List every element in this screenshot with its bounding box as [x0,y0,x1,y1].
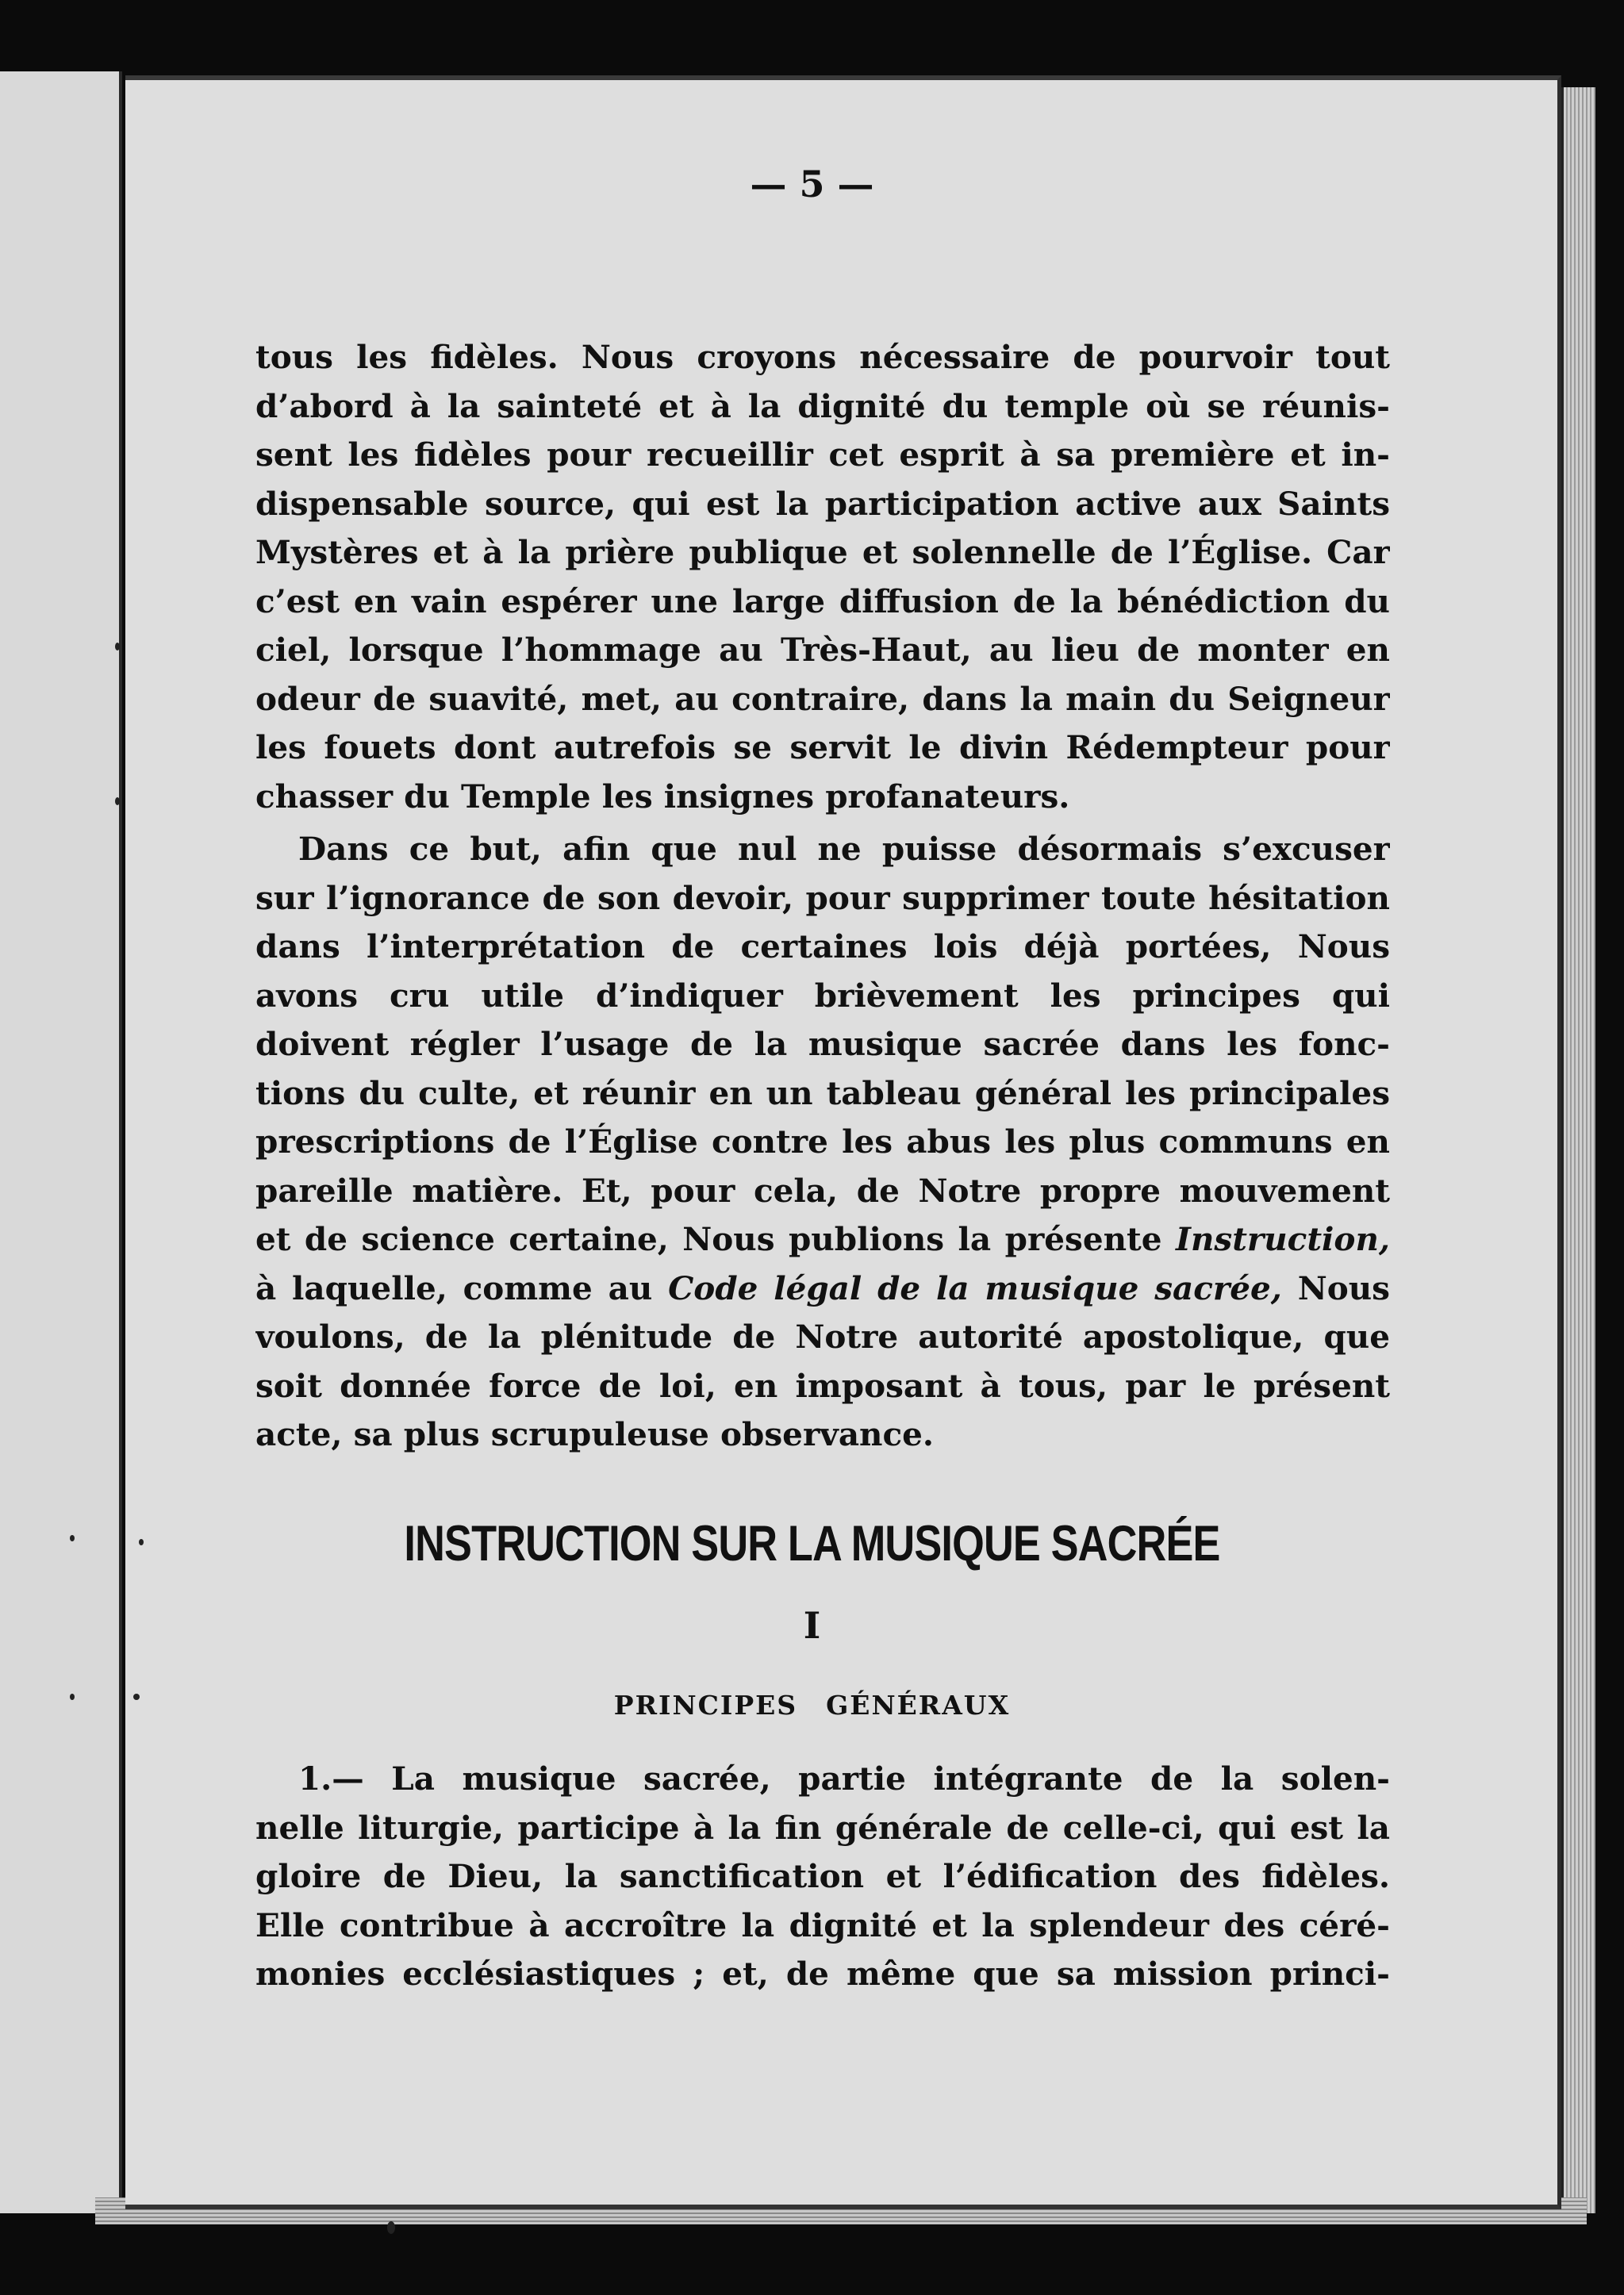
text-line: sent les fidèles pour recueillir cet esprit à sa première et in- [255,436,1390,474]
section-heading: INSTRUCTION SUR LA MUSIQUE SACRÉE [404,1516,1220,1572]
text-line: tions du culte, et réunir en un tableau général les principales [255,1073,1390,1112]
page-fore-edge [1561,87,1595,2213]
scan-speck [387,2221,395,2234]
text-line: c’est en vain espérer une large diffusion de la bénédiction du [255,581,1390,620]
facing-page-edge [0,71,122,2213]
scan-speck [115,643,120,651]
text-line: nelle liturgie, participe à la fin générale de celle-ci, qui est la [255,1808,1390,1847]
text-line: chasser du Temple les insignes profanateurs. [255,777,1070,816]
paragraph-3 [255,1755,1390,1999]
text-line: d’abord à la sainteté et à la dignité du temple où se réunis- [255,386,1390,425]
text-line: pareille matière. Et, pour cela, de Notre propre mouvement [255,1171,1390,1210]
text-line: dans l’interprétation de certaines lois déjà portées, Nous [255,927,1390,965]
text-line [255,1265,1390,1314]
italic-title: Code légal de la musique sacrée, [668,1268,1282,1307]
text-line [255,1215,1390,1265]
text-line: soit donnée force de loi, en imposant à tous, par le présent [255,1366,1390,1405]
section-number: I [803,1604,821,1647]
text-line: ciel, lorsque l’hommage au Très-Haut, au lieu de monter en [255,631,1390,669]
scan-speck [70,1535,75,1541]
scan-speck [115,797,120,805]
text-line: doivent régler l’usage de la musique sacrée dans les fonc- [255,1025,1390,1063]
text-line: dispensable source, qui est la participation active aux Saints [255,484,1390,523]
text-line: acte, sa plus scrupuleuse observance. [255,1415,935,1453]
text-line: sur l’ignorance de son devoir, pour supprimer toute hésitation [255,878,1390,917]
text-line: 1.— La musique sacrée, partie intégrante de la solen- [298,1760,1390,1798]
page-number: — 5 — [750,163,874,205]
text-line: Dans ce but, afin que nul ne puisse désormais s’excuser [298,830,1390,868]
text-line: gloire de Dieu, la sanctification et l’édification des fidèles. [255,1857,1390,1895]
subheading-word: PRINCIPES [613,1690,798,1721]
text-line: odeur de suavité, met, au contraire, dans la main du Seigneur [255,679,1390,718]
text-line: voulons, de la plénitude de Notre autorité apostolique, que [255,1318,1390,1356]
text-line: les fouets dont autrefois se servit le divin Rédempteur pour [255,728,1390,766]
text-line: avons cru utile d’indiquer brièvement les principes qui [255,976,1390,1015]
text-span: et de science certaine, Nous publions la présente [255,1220,1176,1258]
italic-title: Instruction, [1176,1220,1390,1258]
text-line: Mystères et à la prière publique et solennelle de l’Église. Car [255,533,1390,571]
text-span: Nous [1281,1268,1390,1307]
text-span: à laquelle, comme au [255,1268,669,1307]
paragraph-1 [255,333,1390,821]
paragraph-2 [255,825,1390,1460]
text-line: prescriptions de l’Église contre les abus les plus communs en [255,1123,1390,1161]
subheading-word: GÉNÉRAUX [826,1690,1011,1721]
section-subheading [0,1690,1624,1721]
text-line: tous les fidèles. Nous croyons nécessaire de pourvoir tout [255,338,1390,376]
text-line: Elle contribue à accroître la dignité et la splendeur des céré- [255,1905,1390,1944]
text-line: monies ecclésiastiques ; et, de même que sa mission princi- [255,1955,1390,1993]
